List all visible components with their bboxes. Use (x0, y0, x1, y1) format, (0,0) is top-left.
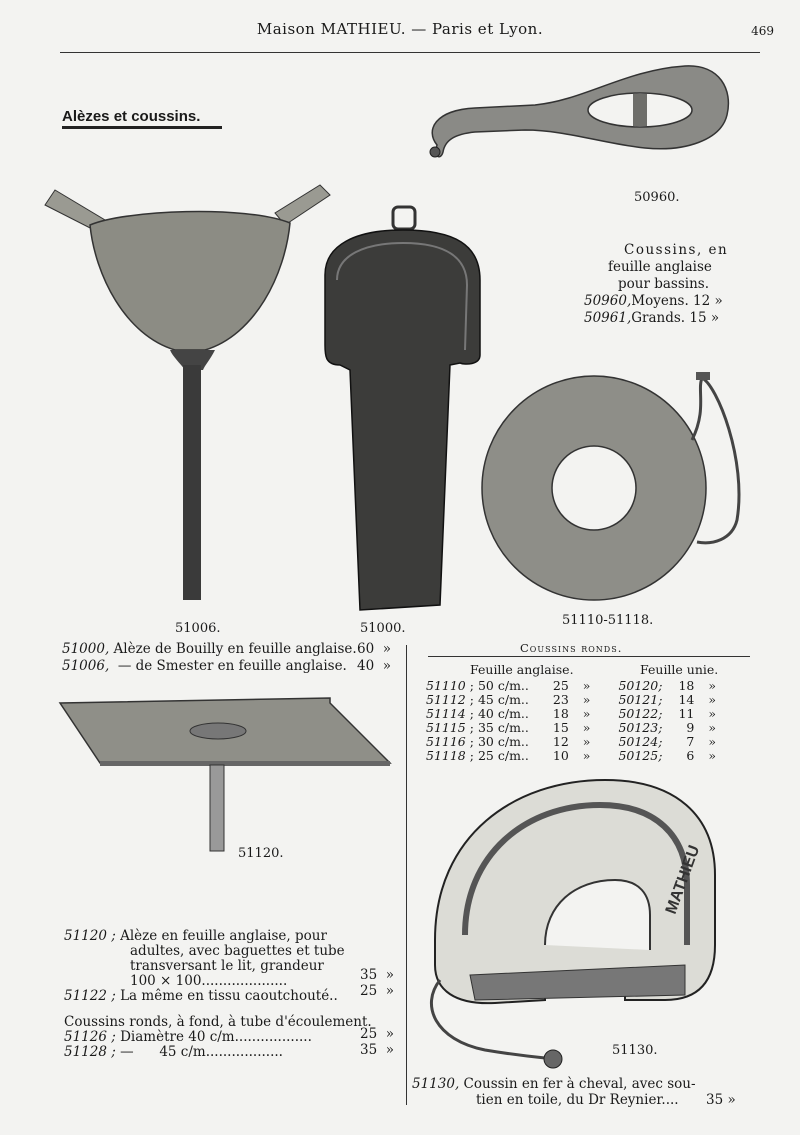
ronds-cell-pb: 9 (686, 720, 695, 735)
aleze-price-51006: 40 » (357, 658, 392, 674)
aleze-51120-line1: 51120 ; Alèze en feuille anglaise, pour (64, 928, 327, 944)
ronds-col-a-header: Feuille anglaise. (470, 662, 574, 677)
ronds-cell-unit: » (708, 678, 716, 693)
ronds-cell-pa: 15 (552, 720, 569, 735)
ronds-cell-refb: 50123; (618, 720, 663, 735)
coussin-fer-line1: 51130, Coussin en fer à cheval, avec sou- (412, 1076, 696, 1092)
caption-51120: 51120. (238, 846, 284, 861)
caption-51000: 51000. (360, 621, 406, 636)
ronds-table-row (424, 693, 718, 707)
aleze-51122-price: 25 » (360, 983, 395, 999)
horseshoe-cushion-illustration (425, 775, 725, 1075)
ronds-table-row (424, 721, 718, 735)
ronds-cell-pa: 10 (552, 748, 569, 763)
ronds-fond-row1: 51126 ; Diamètre 40 c/m.................. (64, 1029, 312, 1045)
ronds-cell-size: 45 c/m.. (477, 692, 529, 707)
aleze-51120-line2: adultes, avec baguettes et tube (130, 943, 345, 959)
caption-51110: 51110-51118. (562, 613, 654, 628)
section-title: Alèzes et coussins. (62, 108, 201, 125)
ronds-rule (428, 656, 750, 657)
aleze-51120-price: 35 » (360, 967, 395, 983)
svg-text:MATHIEU: MATHIEU (662, 843, 704, 917)
ronds-cell-size: 40 c/m.. (477, 706, 529, 721)
aleze-51120-line4: 100 × 100.................... (130, 973, 288, 989)
ronds-cell-refb: 50124; (618, 734, 663, 749)
ronds-cell-sep: ; (469, 692, 474, 707)
ronds-cell-unit: » (582, 720, 591, 735)
caption-51130: 51130. (612, 1043, 658, 1058)
ronds-cell-pa: 23 (552, 692, 569, 707)
column-divider (406, 645, 407, 1105)
ronds-cell-ref: 51110 (426, 678, 466, 693)
ronds-cell-unit: » (708, 706, 716, 721)
ronds-cell-unit: » (582, 692, 591, 707)
ronds-title: Coussins ronds. (520, 641, 623, 655)
section-title-underline (62, 126, 222, 129)
ronds-cell-sep: ; (469, 678, 474, 693)
ronds-cell-pa: 12 (552, 734, 569, 749)
ronds-col-b-header: Feuille unie. (640, 662, 719, 677)
ronds-cell-refb: 50121; (618, 692, 663, 707)
ronds-cell-unit: » (708, 720, 716, 735)
bassins-row-moyens: 50960,Moyens. 12 » (584, 293, 723, 309)
round-cushion-illustration (482, 370, 752, 615)
ronds-table-row (424, 735, 718, 749)
ronds-table-row (424, 679, 718, 693)
aleze-tube-illustration (60, 695, 395, 855)
ronds-cell-sep: ; (469, 706, 474, 721)
ronds-cell-ref: 51116 (426, 734, 466, 749)
ronds-cell-size: 35 c/m.. (477, 720, 529, 735)
ronds-cell-unit: » (582, 706, 591, 721)
ronds-cell-pb: 11 (678, 706, 695, 721)
ronds-cell-refb: 50125; (618, 748, 663, 763)
header-rule (60, 52, 760, 53)
ronds-cell-unit: » (582, 678, 591, 693)
bassins-title-1: Coussins, en (624, 242, 729, 258)
coussin-fer-line2: tien en toile, du Dr Reynier.... (476, 1092, 679, 1108)
caption-50960: 50960. (634, 190, 680, 205)
aleze-bouilly-illustration (315, 205, 495, 615)
ronds-cell-pa: 25 (552, 678, 569, 693)
ronds-cell-size: 30 c/m.. (477, 734, 529, 749)
aleze-row-51006: 51006, — de Smester en feuille anglaise. (62, 658, 347, 674)
ronds-fond-price1: 25 » (360, 1026, 395, 1042)
ronds-cell-ref: 51115 (426, 720, 466, 735)
running-header: Maison MATHIEU. — Paris et Lyon. (256, 20, 544, 38)
bedpan-cushion-illustration (415, 60, 735, 170)
ronds-cell-unit: » (708, 748, 716, 763)
ronds-cell-unit: » (708, 734, 716, 749)
ronds-cell-unit: » (582, 734, 591, 749)
page-number: 469 (751, 24, 774, 38)
ronds-cell-pa: 18 (552, 706, 569, 721)
coussin-fer-price: 35 » (706, 1092, 736, 1108)
aleze-smester-illustration (45, 185, 335, 605)
aleze-price-51000: 60 » (357, 641, 392, 657)
ronds-cell-unit: » (582, 748, 591, 763)
bassins-title-3: pour bassins. (618, 276, 709, 292)
ronds-cell-pb: 14 (678, 692, 695, 707)
bassins-title-2: feuille anglaise (608, 259, 712, 275)
ronds-cell-sep: ; (469, 734, 474, 749)
ronds-cell-pb: 7 (686, 734, 695, 749)
ronds-cell-ref: 51114 (426, 706, 466, 721)
caption-51006: 51006. (175, 621, 221, 636)
ronds-cell-pb: 6 (686, 748, 695, 763)
ronds-fond-price2: 35 » (360, 1042, 395, 1058)
ronds-fond-row2: 51128 ; — 45 c/m.................. (64, 1044, 283, 1060)
ronds-cell-sep: ; (469, 748, 474, 763)
ronds-cell-size: 25 c/m.. (477, 748, 529, 763)
aleze-51120-line3: transversant le lit, grandeur (130, 958, 324, 974)
ronds-table-row (424, 749, 718, 763)
ronds-cell-refb: 50120; (618, 678, 663, 693)
ronds-cell-refb: 50122; (618, 706, 663, 721)
ronds-cell-sep: ; (469, 720, 474, 735)
bassins-row-grands: 50961,Grands. 15 » (584, 310, 720, 326)
ronds-cell-pb: 18 (678, 678, 695, 693)
ronds-table (424, 679, 718, 763)
ronds-fond-title: Coussins ronds, à fond, à tube d'écoulement. (64, 1014, 372, 1030)
ronds-cell-unit: » (708, 692, 716, 707)
ronds-cell-ref: 51112 (426, 692, 466, 707)
ronds-cell-ref: 51118 (426, 748, 466, 763)
ronds-table-row (424, 707, 718, 721)
ronds-cell-size: 50 c/m.. (477, 678, 529, 693)
aleze-51122-line: 51122 ; La même en tissu caoutchouté.. (64, 988, 338, 1004)
aleze-row-51000: 51000, Alèze de Bouilly en feuille anglaise. (62, 641, 357, 657)
